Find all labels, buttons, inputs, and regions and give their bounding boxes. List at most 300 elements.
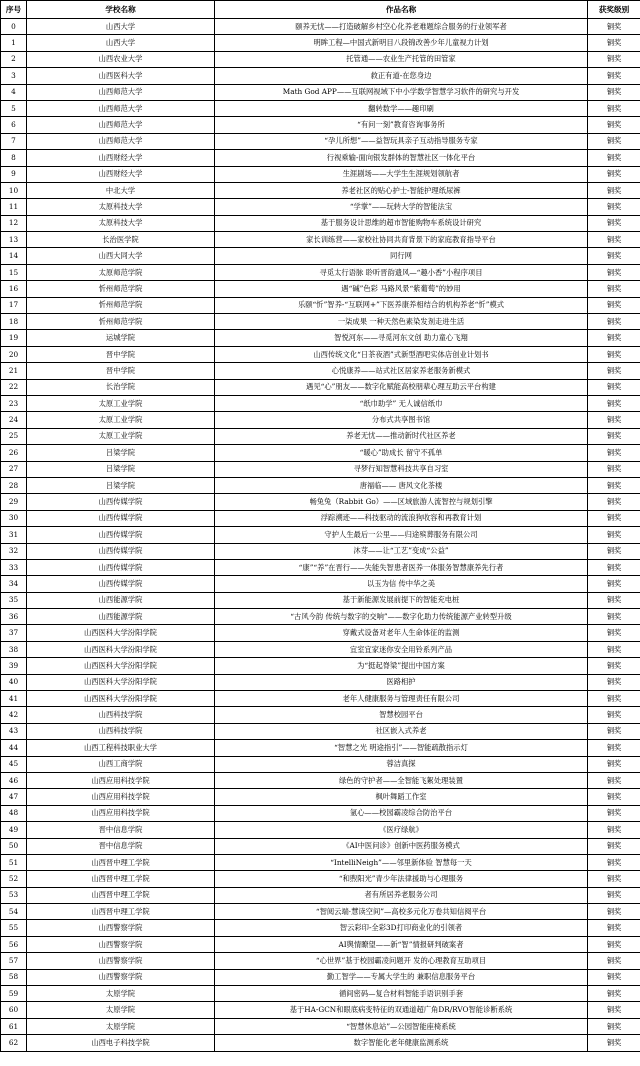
work-name: 分布式共享图书馆 <box>215 412 588 428</box>
row-number: 58 <box>1 969 27 985</box>
work-name: 养老社区的贴心护士-智能护理纸尿裤 <box>215 182 588 198</box>
school-name: 山西传媒学院 <box>27 576 215 592</box>
school-name: 吕梁学院 <box>27 461 215 477</box>
school-name: 山西应用科技学院 <box>27 789 215 805</box>
table-row <box>1 199 640 215</box>
work-name: 智慧校园平台 <box>215 707 588 723</box>
row-number: 62 <box>1 1035 27 1051</box>
work-name: “心世界”基于校园霸凌问题开 发的心理教育互助项目 <box>215 953 588 969</box>
table-row <box>1 297 640 313</box>
work-name: 智悦河东——寻觅河东文创 助力童心飞翔 <box>215 330 588 346</box>
award-level: 铜奖 <box>588 100 640 116</box>
school-name: 山西晋中理工学院 <box>27 887 215 903</box>
work-name: 《AI中医问诊》创新中医药服务模式 <box>215 838 588 854</box>
work-name: 氩心——校园霸凌综合防治平台 <box>215 805 588 821</box>
table-header-row <box>1 1 640 19</box>
award-level: 铜奖 <box>588 838 640 854</box>
award-level: 铜奖 <box>588 330 640 346</box>
row-number: 12 <box>1 215 27 231</box>
school-name: 忻州师范学院 <box>27 297 215 313</box>
award-level: 铜奖 <box>588 592 640 608</box>
work-name: 蓉洁真探 <box>215 756 588 772</box>
award-level: 铜奖 <box>588 822 640 838</box>
table-row <box>1 232 640 248</box>
award-level: 铜奖 <box>588 658 640 674</box>
award-level: 铜奖 <box>588 412 640 428</box>
header-no: 序号 <box>1 1 27 19</box>
work-name: 数字智能化老年健康监测系统 <box>215 1035 588 1051</box>
school-name: 晋中信息学院 <box>27 838 215 854</box>
school-name: 山西科技学院 <box>27 707 215 723</box>
table-row <box>1 35 640 51</box>
work-name: 社区嵌入式养老 <box>215 723 588 739</box>
work-name: “康”“养”在晋行——失能失智患者医养一体服务智慧康养先行者 <box>215 559 588 575</box>
school-name: 吕梁学院 <box>27 445 215 461</box>
row-number: 61 <box>1 1018 27 1034</box>
table-row <box>1 248 640 264</box>
row-number: 54 <box>1 904 27 920</box>
table-row <box>1 740 640 756</box>
award-level: 铜奖 <box>588 969 640 985</box>
award-level: 铜奖 <box>588 904 640 920</box>
award-level: 铜奖 <box>588 379 640 395</box>
award-level: 铜奖 <box>588 986 640 1002</box>
row-number: 41 <box>1 691 27 707</box>
work-name: 遇见“心”朋友——数字化赋能高校朋辈心理互助云平台构建 <box>215 379 588 395</box>
school-name: 太原工业学院 <box>27 412 215 428</box>
table-row <box>1 936 640 952</box>
row-number: 51 <box>1 854 27 870</box>
work-name: AI舆情瞭望——新“智”情报研判破案者 <box>215 936 588 952</box>
work-name: 智云彩印-全彩3D打印商业化的引领者 <box>215 920 588 936</box>
work-name: “暖心”助成长 留守不孤单 <box>215 445 588 461</box>
work-name: 绿色的守护者——全智能飞絮处理装置 <box>215 772 588 788</box>
row-number: 46 <box>1 772 27 788</box>
school-name: 山西晋中理工学院 <box>27 904 215 920</box>
table-row <box>1 346 640 362</box>
award-level: 铜奖 <box>588 805 640 821</box>
school-name: 山西晋中理工学院 <box>27 854 215 870</box>
award-level: 铜奖 <box>588 576 640 592</box>
table-row <box>1 805 640 821</box>
table-row <box>1 527 640 543</box>
award-level: 铜奖 <box>588 641 640 657</box>
award-level: 铜奖 <box>588 789 640 805</box>
work-name: “孕儿所想”——益智玩具亲子互动指导服务专家 <box>215 133 588 149</box>
row-number: 0 <box>1 19 27 35</box>
award-level: 铜奖 <box>588 494 640 510</box>
school-name: 山西师范大学 <box>27 133 215 149</box>
school-name: 忻州师范学院 <box>27 281 215 297</box>
award-level: 铜奖 <box>588 920 640 936</box>
row-number: 8 <box>1 150 27 166</box>
work-name: 基于服务设计思维的超市智能购物车系统设计研究 <box>215 215 588 231</box>
row-number: 55 <box>1 920 27 936</box>
table-row <box>1 510 640 526</box>
row-number: 48 <box>1 805 27 821</box>
table-row <box>1 723 640 739</box>
work-name: “有问一刻”教育咨询事务所 <box>215 117 588 133</box>
table-row <box>1 920 640 936</box>
row-number: 29 <box>1 494 27 510</box>
row-number: 56 <box>1 936 27 952</box>
school-name: 山西工程科技职业大学 <box>27 740 215 756</box>
table-row <box>1 51 640 67</box>
row-number: 24 <box>1 412 27 428</box>
row-number: 5 <box>1 100 27 116</box>
row-number: 42 <box>1 707 27 723</box>
work-name: 行视乘输-面向银发群体的智慧社区一体化平台 <box>215 150 588 166</box>
work-name: “和煦阳光”青少年法律援助与心理服务 <box>215 871 588 887</box>
work-name: 寻梦行知智慧科技共享自习室 <box>215 461 588 477</box>
work-name: 者有所居养老服务公司 <box>215 887 588 903</box>
award-level: 铜奖 <box>588 1002 640 1018</box>
table-row <box>1 428 640 444</box>
table-row <box>1 576 640 592</box>
work-name: 医路相护 <box>215 674 588 690</box>
award-level: 铜奖 <box>588 953 640 969</box>
award-level: 铜奖 <box>588 723 640 739</box>
work-name: 基于新能源发展前提下的智能充电桩 <box>215 592 588 608</box>
work-name: “智阅云端·慧读空间”—高校多元化万卷共知信阅平台 <box>215 904 588 920</box>
work-name: 一柒成果 一种天然色素染发剂走进生活 <box>215 314 588 330</box>
school-name: 山西传媒学院 <box>27 494 215 510</box>
table-row <box>1 559 640 575</box>
school-name: 山西应用科技学院 <box>27 772 215 788</box>
work-name: “智慧之光 明途指引”——智能疏散指示灯 <box>215 740 588 756</box>
table-row <box>1 461 640 477</box>
table-row <box>1 1002 640 1018</box>
work-name: 宜室宜家迷你安全用铃系列产品 <box>215 641 588 657</box>
row-number: 9 <box>1 166 27 182</box>
table-row <box>1 445 640 461</box>
row-number: 6 <box>1 117 27 133</box>
row-number: 3 <box>1 68 27 84</box>
row-number: 30 <box>1 510 27 526</box>
award-level: 铜奖 <box>588 936 640 952</box>
school-name: 中北大学 <box>27 182 215 198</box>
table-row <box>1 772 640 788</box>
table-row <box>1 494 640 510</box>
award-level: 铜奖 <box>588 215 640 231</box>
work-name: “学掌”——玩转大学的智能法宝 <box>215 199 588 215</box>
school-name: 晋中信息学院 <box>27 822 215 838</box>
school-name: 忻州师范学院 <box>27 314 215 330</box>
work-name: 勤工智学——专属大学生的 兼职信息服务平台 <box>215 969 588 985</box>
award-level: 铜奖 <box>588 68 640 84</box>
row-number: 43 <box>1 723 27 739</box>
work-name: 守护人生最后一公里——归途殡葬服务有限公司 <box>215 527 588 543</box>
award-level: 铜奖 <box>588 707 640 723</box>
row-number: 22 <box>1 379 27 395</box>
row-number: 36 <box>1 609 27 625</box>
work-name: 循间密码—复合材料智能手语识别手套 <box>215 986 588 1002</box>
table-row <box>1 592 640 608</box>
work-name: 山西传统文化“日茶夜酒”式新型酒吧实体店创业计划书 <box>215 346 588 362</box>
work-name: 唐福临—— 唐风文化茶楼 <box>215 477 588 493</box>
table-row <box>1 543 640 559</box>
award-level: 铜奖 <box>588 84 640 100</box>
award-level: 铜奖 <box>588 871 640 887</box>
row-number: 37 <box>1 625 27 641</box>
school-name: 太原工业学院 <box>27 395 215 411</box>
work-name: 遇“碱”色彩 马路风景“紫葡萄”的妙用 <box>215 281 588 297</box>
header-school: 学校名称 <box>27 1 215 19</box>
table-row <box>1 117 640 133</box>
table-row <box>1 1018 640 1034</box>
school-name: 山西医科大学汾阳学院 <box>27 625 215 641</box>
table-row <box>1 281 640 297</box>
award-level: 铜奖 <box>588 346 640 362</box>
row-number: 19 <box>1 330 27 346</box>
row-number: 4 <box>1 84 27 100</box>
award-level: 铜奖 <box>588 281 640 297</box>
row-number: 10 <box>1 182 27 198</box>
row-number: 38 <box>1 641 27 657</box>
table-row <box>1 641 640 657</box>
award-level: 铜奖 <box>588 854 640 870</box>
row-number: 49 <box>1 822 27 838</box>
table-row <box>1 707 640 723</box>
award-level: 铜奖 <box>588 510 640 526</box>
award-level: 铜奖 <box>588 461 640 477</box>
table-row <box>1 363 640 379</box>
award-level: 铜奖 <box>588 51 640 67</box>
work-name: 老年人健康服务与管理责任有限公司 <box>215 691 588 707</box>
table-row <box>1 133 640 149</box>
award-level: 铜奖 <box>588 428 640 444</box>
table-body <box>1 19 640 1052</box>
table-row <box>1 756 640 772</box>
table-row <box>1 838 640 854</box>
school-name: 山西传媒学院 <box>27 527 215 543</box>
row-number: 35 <box>1 592 27 608</box>
work-name: “古风今韵 传统与数字的交响”——数字化助力传统能源产业转型升级 <box>215 609 588 625</box>
award-level: 铜奖 <box>588 150 640 166</box>
work-name: 畅兔兔（Rabbit Go）——区域旅游人流智控与规划引擎 <box>215 494 588 510</box>
award-level: 铜奖 <box>588 35 640 51</box>
school-name: 山西大学 <box>27 19 215 35</box>
work-name: Math God APP——互联网视域下中小学数学智慧学习软件的研究与开发 <box>215 84 588 100</box>
award-level: 铜奖 <box>588 609 640 625</box>
work-name: 心悦康养——站式社区居家养老服务新模式 <box>215 363 588 379</box>
work-name: 颐养无忧——打造破解乡村空心化养老难题综合服务的行业领军者 <box>215 19 588 35</box>
row-number: 17 <box>1 297 27 313</box>
school-name: 太原学院 <box>27 1002 215 1018</box>
row-number: 40 <box>1 674 27 690</box>
school-name: 山西师范大学 <box>27 84 215 100</box>
table-row <box>1 625 640 641</box>
table-row <box>1 68 640 84</box>
work-name: 明眸工程—中国式新明目八段锦改善少年儿童视力计划 <box>215 35 588 51</box>
table-row <box>1 314 640 330</box>
row-number: 15 <box>1 264 27 280</box>
work-name: “智慧休息站”—公园智能座椅系统 <box>215 1018 588 1034</box>
row-number: 11 <box>1 199 27 215</box>
work-name: 生涯剧场——大学生生涯规划领航者 <box>215 166 588 182</box>
school-name: 晋中学院 <box>27 346 215 362</box>
award-level: 铜奖 <box>588 199 640 215</box>
table-row <box>1 477 640 493</box>
header-award: 获奖级别 <box>588 1 640 19</box>
school-name: 长治医学院 <box>27 232 215 248</box>
row-number: 1 <box>1 35 27 51</box>
work-name: 救正有道-在您身边 <box>215 68 588 84</box>
school-name: 山西财经大学 <box>27 166 215 182</box>
school-name: 山西传媒学院 <box>27 543 215 559</box>
table-row <box>1 986 640 1002</box>
school-name: 晋中学院 <box>27 363 215 379</box>
school-name: 太原科技大学 <box>27 199 215 215</box>
row-number: 23 <box>1 395 27 411</box>
row-number: 52 <box>1 871 27 887</box>
row-number: 50 <box>1 838 27 854</box>
row-number: 60 <box>1 1002 27 1018</box>
award-level: 铜奖 <box>588 445 640 461</box>
award-level: 铜奖 <box>588 559 640 575</box>
work-name: 沐芽——让“工艺”变成“公益” <box>215 543 588 559</box>
school-name: 山西传媒学院 <box>27 510 215 526</box>
work-name: 乐颐“忻”智养-“互联网+”下医养康养相结合的机构养老“忻”模式 <box>215 297 588 313</box>
award-level: 铜奖 <box>588 740 640 756</box>
award-level: 铜奖 <box>588 772 640 788</box>
school-name: 山西能源学院 <box>27 609 215 625</box>
table-row <box>1 166 640 182</box>
school-name: 山西大同大学 <box>27 248 215 264</box>
table-row <box>1 822 640 838</box>
table-row <box>1 150 640 166</box>
award-level: 铜奖 <box>588 1035 640 1051</box>
table-row <box>1 658 640 674</box>
table-row <box>1 412 640 428</box>
row-number: 18 <box>1 314 27 330</box>
award-level: 铜奖 <box>588 395 640 411</box>
award-level: 铜奖 <box>588 314 640 330</box>
school-name: 山西晋中理工学院 <box>27 871 215 887</box>
row-number: 34 <box>1 576 27 592</box>
school-name: 太原工业学院 <box>27 428 215 444</box>
table-row <box>1 871 640 887</box>
school-name: 山西师范大学 <box>27 117 215 133</box>
school-name: 长治学院 <box>27 379 215 395</box>
school-name: 山西能源学院 <box>27 592 215 608</box>
row-number: 20 <box>1 346 27 362</box>
award-level: 铜奖 <box>588 674 640 690</box>
school-name: 山西医科大学汾阳学院 <box>27 674 215 690</box>
work-name: “IntelliNeigh”——邻里新体验 智慧每一天 <box>215 854 588 870</box>
table-row <box>1 330 640 346</box>
row-number: 59 <box>1 986 27 1002</box>
school-name: 吕梁学院 <box>27 477 215 493</box>
row-number: 47 <box>1 789 27 805</box>
award-level: 铜奖 <box>588 297 640 313</box>
table-row <box>1 789 640 805</box>
school-name: 山西医科大学汾阳学院 <box>27 691 215 707</box>
row-number: 44 <box>1 740 27 756</box>
school-name: 太原科技大学 <box>27 215 215 231</box>
award-level: 铜奖 <box>588 117 640 133</box>
row-number: 53 <box>1 887 27 903</box>
table-row <box>1 100 640 116</box>
table-row <box>1 379 640 395</box>
row-number: 28 <box>1 477 27 493</box>
school-name: 山西科技学院 <box>27 723 215 739</box>
row-number: 31 <box>1 527 27 543</box>
award-level: 铜奖 <box>588 756 640 772</box>
row-number: 57 <box>1 953 27 969</box>
row-number: 14 <box>1 248 27 264</box>
row-number: 26 <box>1 445 27 461</box>
school-name: 太原学院 <box>27 986 215 1002</box>
row-number: 7 <box>1 133 27 149</box>
row-number: 27 <box>1 461 27 477</box>
row-number: 25 <box>1 428 27 444</box>
award-level: 铜奖 <box>588 1018 640 1034</box>
header-work: 作品名称 <box>215 1 588 19</box>
school-name: 山西大学 <box>27 35 215 51</box>
work-name: 寻觅太行语脉 聆听晋韵遗风—“趣小香”小程序项目 <box>215 264 588 280</box>
table-row <box>1 854 640 870</box>
school-name: 山西医科大学 <box>27 68 215 84</box>
school-name: 山西师范大学 <box>27 100 215 116</box>
row-number: 13 <box>1 232 27 248</box>
school-name: 山西农业大学 <box>27 51 215 67</box>
work-name: 穿戴式设备对老年人生命体征的监测 <box>215 625 588 641</box>
school-name: 山西医科大学汾阳学院 <box>27 658 215 674</box>
award-level: 铜奖 <box>588 19 640 35</box>
table-row <box>1 1035 640 1051</box>
work-name: 《医疗绿航》 <box>215 822 588 838</box>
award-level: 铜奖 <box>588 182 640 198</box>
award-level: 铜奖 <box>588 477 640 493</box>
table-row <box>1 395 640 411</box>
row-number: 45 <box>1 756 27 772</box>
school-name: 运城学院 <box>27 330 215 346</box>
school-name: 太原师范学院 <box>27 264 215 280</box>
school-name: 山西传媒学院 <box>27 559 215 575</box>
table-row <box>1 215 640 231</box>
work-name: 枫叶舞蹈工作室 <box>215 789 588 805</box>
work-name: “纸巾助学” 无人诚信纸巾 <box>215 395 588 411</box>
award-level: 铜奖 <box>588 363 640 379</box>
work-name: 以玉为信 传中华之美 <box>215 576 588 592</box>
table-row <box>1 969 640 985</box>
school-name: 太原学院 <box>27 1018 215 1034</box>
school-name: 山西警察学院 <box>27 920 215 936</box>
school-name: 山西电子科技学院 <box>27 1035 215 1051</box>
table-row <box>1 904 640 920</box>
row-number: 21 <box>1 363 27 379</box>
row-number: 32 <box>1 543 27 559</box>
award-level: 铜奖 <box>588 625 640 641</box>
work-name: 家长训练营——家校社协同共育背景下的家庭教育指导平台 <box>215 232 588 248</box>
row-number: 39 <box>1 658 27 674</box>
award-level: 铜奖 <box>588 887 640 903</box>
row-number: 16 <box>1 281 27 297</box>
award-level: 铜奖 <box>588 543 640 559</box>
work-name: 同行网 <box>215 248 588 264</box>
work-name: 基于HA-GCN和眼底病变特征的双通道超广角DR/RVO智能诊断系统 <box>215 1002 588 1018</box>
table-row <box>1 264 640 280</box>
table-row <box>1 19 640 35</box>
school-name: 山西警察学院 <box>27 969 215 985</box>
school-name: 山西应用科技学院 <box>27 805 215 821</box>
table-row <box>1 691 640 707</box>
work-name: 翻转数学——趣印刷 <box>215 100 588 116</box>
award-level: 铜奖 <box>588 527 640 543</box>
school-name: 山西医科大学汾阳学院 <box>27 641 215 657</box>
school-name: 山西财经大学 <box>27 150 215 166</box>
